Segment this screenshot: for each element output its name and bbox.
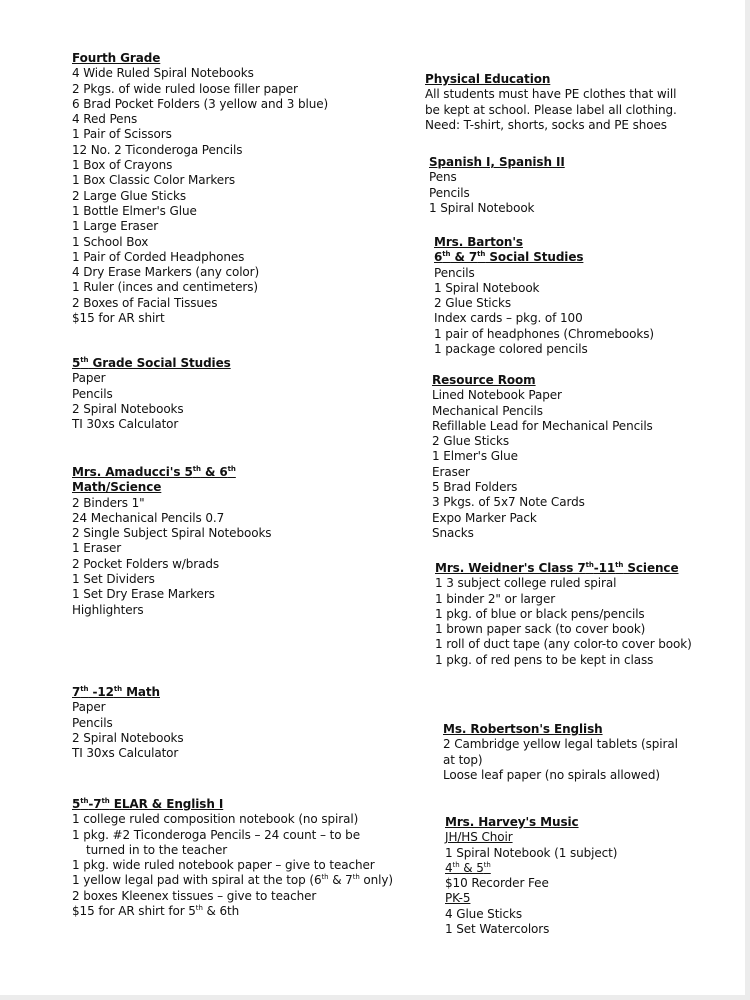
list-item: turned in to the teacher xyxy=(86,842,228,857)
list-item: Eraser xyxy=(432,464,470,479)
item-list xyxy=(72,700,184,761)
item-list xyxy=(432,388,653,541)
list-item: 2 Boxes of Facial Tissues xyxy=(72,295,218,310)
section-title: Mrs. Harvey's Music xyxy=(445,815,579,829)
list-item: 1 Bottle Elmer's Glue xyxy=(72,203,197,218)
section-title-line2: 6th & 7th Social Studies xyxy=(434,250,584,265)
section-title: Physical Education xyxy=(425,72,551,86)
list-item: 2 Glue Sticks xyxy=(432,434,510,449)
list-item: 1 3 subject college ruled spiral xyxy=(435,576,617,591)
list-item: Snacks xyxy=(432,525,474,540)
subsection-title: PK-5 xyxy=(445,891,471,906)
section-title: Mrs. Weidner's Class 7th-11th Science xyxy=(435,561,679,575)
list-item: 4 Wide Ruled Spiral Notebooks xyxy=(72,66,254,81)
list-item: 1 Ruler (inces and centimeters) xyxy=(72,280,258,295)
list-item: 12 No. 2 Ticonderoga Pencils xyxy=(72,142,243,157)
list-item: 2 Binders 1" xyxy=(72,495,145,510)
list-item: Paper xyxy=(72,371,106,386)
list-item: $15 for AR shirt xyxy=(72,311,165,326)
list-item: 2 Spiral Notebooks xyxy=(72,401,184,416)
list-item: 1 brown paper sack (to cover book) xyxy=(435,622,646,637)
list-item: 1 pkg. wide ruled notebook paper – give to teacher xyxy=(72,858,375,873)
list-item: 1 Set Dividers xyxy=(72,572,155,587)
fourth-grade-section xyxy=(72,51,328,326)
fifth-grade-social-studies-section xyxy=(72,356,231,432)
list-item: at top) xyxy=(443,752,483,767)
list-item: 1 Spiral Notebook (1 subject) xyxy=(445,845,618,860)
list-item: 1 package colored pencils xyxy=(434,342,588,357)
list-item: 4 Red Pens xyxy=(72,112,138,127)
list-item: 1 Spiral Notebook xyxy=(434,280,540,295)
item-list xyxy=(435,576,692,668)
list-item: 2 Pkgs. of wide ruled loose filler paper xyxy=(72,81,298,96)
list-item: 1 pkg. of red pens to be kept in class xyxy=(435,652,654,667)
robertson-english-section xyxy=(443,722,678,783)
section-title: Fourth Grade xyxy=(72,51,161,65)
item-list xyxy=(72,66,328,326)
list-item: 2 boxes Kleenex tissues – give to teacher xyxy=(72,888,317,903)
list-item: 1 Eraser xyxy=(72,541,122,556)
list-item: 1 roll of duct tape (any color-to cover book) xyxy=(435,637,692,652)
list-item: 2 Cambridge yellow legal tablets (spiral xyxy=(443,737,678,752)
list-item: 1 college ruled composition notebook (no spiral) xyxy=(72,812,359,827)
list-item: be kept at school. Please label all clothing. xyxy=(425,102,677,117)
list-item: 2 Spiral Notebooks xyxy=(72,730,184,745)
list-item: $10 Recorder Fee xyxy=(445,876,549,891)
item-list xyxy=(72,496,271,618)
list-item: 1 Pair of Corded Headphones xyxy=(72,249,245,264)
harvey-music-section xyxy=(445,815,617,937)
section-title: Spanish I, Spanish II xyxy=(429,155,565,169)
item-list xyxy=(443,737,678,783)
list-item: Loose leaf paper (no spirals allowed) xyxy=(443,767,660,782)
item-list xyxy=(429,170,565,216)
list-item: 1 binder 2" or larger xyxy=(435,591,556,606)
list-item: 1 Spiral Notebook xyxy=(429,200,535,215)
list-item: Pens xyxy=(429,170,457,185)
section-title: 7th -12th Math xyxy=(72,685,160,699)
math-7-12-section xyxy=(72,685,184,761)
list-item: $15 for AR shirt for 5th & 6th xyxy=(72,904,240,919)
spanish-section xyxy=(429,155,565,216)
list-item: 2 Pocket Folders w/brads xyxy=(72,556,220,571)
list-item: 1 Set Dry Erase Markers xyxy=(72,587,215,602)
item-list xyxy=(434,266,654,358)
resource-room-section xyxy=(432,373,653,541)
list-item: Pencils xyxy=(72,386,113,401)
elar-english-section xyxy=(72,797,393,919)
list-item: 2 Glue Sticks xyxy=(434,296,512,311)
list-item: 1 pkg. #2 Ticonderoga Pencils – 24 count – to be xyxy=(72,827,360,842)
section-title: 5th Grade Social Studies xyxy=(72,356,231,370)
list-item: Refillable Lead for Mechanical Pencils xyxy=(432,418,653,433)
section-title: Mrs. Barton's xyxy=(434,235,523,249)
list-item: Lined Notebook Paper xyxy=(432,388,562,403)
list-item: 6 Brad Pocket Folders (3 yellow and 3 blue) xyxy=(72,96,329,111)
list-item: 1 Elmer's Glue xyxy=(432,449,518,464)
section-title: Mrs. Amaducci's 5th & 6th xyxy=(72,465,236,479)
list-item: 1 Box of Crayons xyxy=(72,158,173,173)
list-item: TI 30xs Calculator xyxy=(72,417,179,432)
list-item: Pencils xyxy=(429,185,470,200)
list-item: 1 pkg. of blue or black pens/pencils xyxy=(435,606,645,621)
list-item: 5 Brad Folders xyxy=(432,480,518,495)
list-item: Pencils xyxy=(72,715,113,730)
subsection-title: 4th & 5th xyxy=(445,860,491,875)
barton-social-studies-section xyxy=(434,235,654,357)
list-item: Highlighters xyxy=(72,602,144,617)
list-item: Pencils xyxy=(434,265,475,280)
list-item: All students must have PE clothes that will xyxy=(425,87,677,102)
list-item: Mechanical Pencils xyxy=(432,403,543,418)
amaducci-math-science-section xyxy=(72,465,271,618)
list-item: TI 30xs Calculator xyxy=(72,746,179,761)
list-item: 1 Box Classic Color Markers xyxy=(72,173,236,188)
list-item: 1 pair of headphones (Chromebooks) xyxy=(434,326,654,341)
list-item: Index cards – pkg. of 100 xyxy=(434,311,583,326)
list-item: 4 Dry Erase Markers (any color) xyxy=(72,265,260,280)
list-item: 24 Mechanical Pencils 0.7 xyxy=(72,510,225,525)
section-title: 5th-7th ELAR & English I xyxy=(72,797,224,811)
subsection-title: JH/HS Choir xyxy=(445,830,513,845)
physical-education-section xyxy=(425,72,677,133)
list-item: 1 Large Eraser xyxy=(72,219,159,234)
list-item: 4 Glue Sticks xyxy=(445,906,523,921)
list-item: 1 School Box xyxy=(72,234,149,249)
weidner-science-section xyxy=(435,561,692,668)
list-item: Paper xyxy=(72,700,106,715)
list-item: Expo Marker Pack xyxy=(432,510,537,525)
section-title: Ms. Robertson's English xyxy=(443,722,603,736)
list-item: Need: T-shirt, shorts, socks and PE shoes xyxy=(425,117,667,132)
section-title-line2: Math/Science xyxy=(72,480,162,495)
section-title: Resource Room xyxy=(432,373,536,387)
list-item: 1 Pair of Scissors xyxy=(72,127,172,142)
list-item: 1 Set Watercolors xyxy=(445,922,550,937)
item-list xyxy=(72,371,231,432)
list-item: 2 Single Subject Spiral Notebooks xyxy=(72,526,272,541)
list-item: 3 Pkgs. of 5x7 Note Cards xyxy=(432,495,585,510)
item-list xyxy=(425,87,677,133)
list-item: 2 Large Glue Sticks xyxy=(72,188,187,203)
list-item: 1 yellow legal pad with spiral at the top (6th & 7th only) xyxy=(72,873,393,888)
